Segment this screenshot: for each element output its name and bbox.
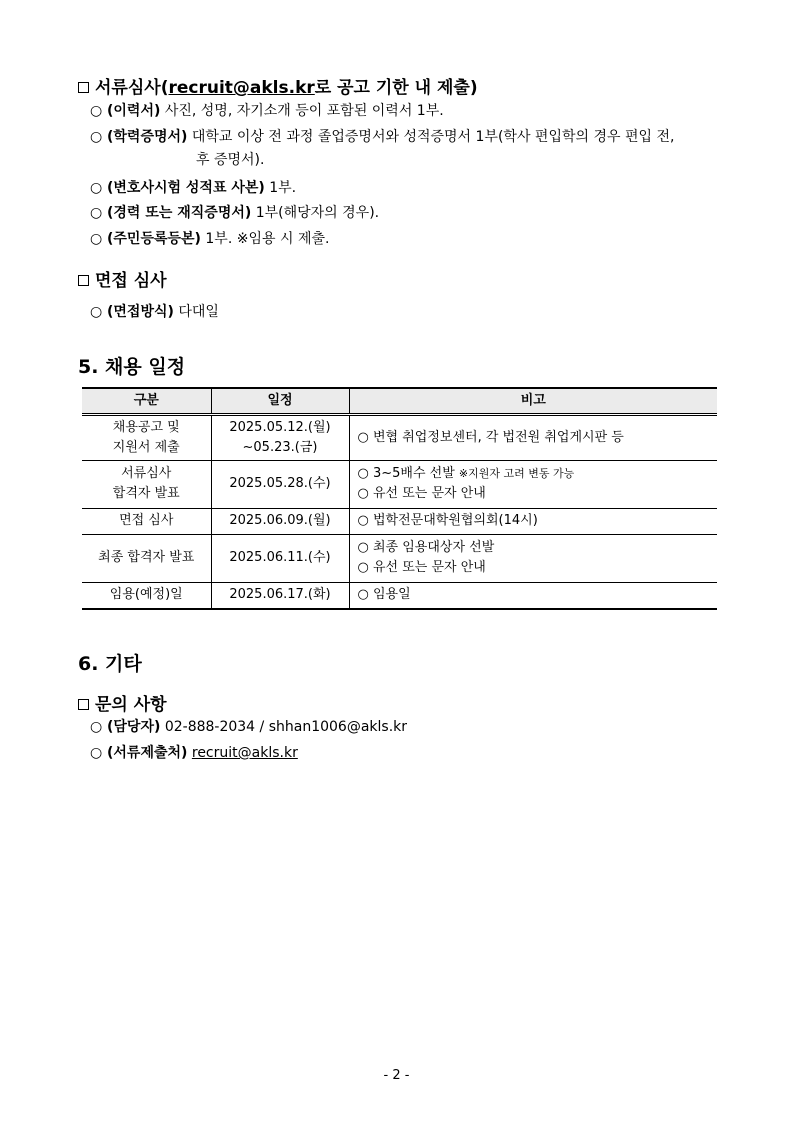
note-line: ○ 임용일 bbox=[357, 587, 411, 603]
table-cell-date bbox=[211, 582, 349, 609]
interview-heading-text: 면접 심사 bbox=[95, 271, 167, 291]
inquiry-heading-text: 문의 사항 bbox=[95, 695, 167, 715]
doc-submit-heading bbox=[78, 73, 478, 98]
table-cell-date bbox=[211, 534, 349, 582]
interview-item-text: 다대일 bbox=[173, 304, 219, 320]
table-cell-date bbox=[211, 460, 349, 508]
doc-item-label: (경력 또는 재직증명서) bbox=[107, 205, 252, 221]
note-line bbox=[358, 464, 718, 484]
interview-heading bbox=[78, 266, 167, 291]
interview-item-method bbox=[90, 302, 219, 322]
note-small-text: ※지원자 고려 변동 가능 bbox=[458, 467, 575, 480]
circle-bullet-icon: ○ bbox=[90, 129, 103, 145]
table-cell-note bbox=[349, 508, 717, 534]
date-line: 2025.06.17.(화) bbox=[229, 587, 331, 603]
schedule-heading: 5. 채용 일정 bbox=[78, 356, 186, 378]
table-cell-note bbox=[349, 414, 717, 460]
doc-item-label: (이력서) bbox=[107, 103, 161, 119]
date-line: 2025.05.28.(수) bbox=[229, 476, 331, 491]
doc-item-resume bbox=[90, 101, 444, 121]
date-line: 2025.06.09.(월) bbox=[229, 513, 331, 528]
note-line: ○ 법학전문대학원협의회(14시) bbox=[357, 513, 538, 528]
doc-item-text: 1부(해당자의 경우). bbox=[251, 205, 380, 221]
schedule-table bbox=[82, 387, 717, 610]
table-cell-date bbox=[211, 414, 349, 460]
interview-item-label: (면접방식) bbox=[107, 304, 174, 320]
table-cell-note bbox=[349, 460, 717, 508]
doc-item-text: 1부. ※임용 시 제출. bbox=[200, 231, 330, 247]
table-row bbox=[82, 508, 717, 534]
page-number: - 2 - bbox=[383, 1068, 410, 1083]
doc-item-text: 사진, 성명, 자기소개 등이 포함된 이력서 1부. bbox=[160, 103, 444, 119]
doc-item-bar-exam bbox=[90, 178, 296, 198]
doc-item-label: (학력증명서) bbox=[107, 129, 188, 145]
checkbox-square-icon bbox=[78, 275, 89, 286]
doc-item-label: (변호사시험 성적표 사본) bbox=[107, 180, 265, 196]
submit-email-link[interactable]: recruit@akls.kr bbox=[191, 745, 298, 761]
note-line: ○ 유선 또는 문자 안내 bbox=[357, 486, 486, 501]
column-header: 비고 bbox=[349, 388, 717, 414]
table-cell-category bbox=[82, 582, 211, 609]
table-cell-note bbox=[349, 582, 717, 609]
category-line: 최종 합격자 발표 bbox=[98, 550, 195, 565]
doc-item-resident bbox=[90, 229, 329, 249]
doc-submit-heading-prefix: 서류심사( bbox=[95, 78, 169, 98]
checkbox-square-icon bbox=[78, 82, 89, 93]
category-line: 채용공고 및 bbox=[112, 419, 180, 435]
table-row bbox=[82, 414, 717, 460]
date-line: 2025.06.11.(수) bbox=[229, 550, 331, 565]
table-cell-category bbox=[82, 414, 211, 460]
category-line: 서류심사 bbox=[121, 466, 172, 481]
circle-bullet-icon: ○ bbox=[90, 180, 103, 196]
circle-bullet-icon: ○ bbox=[90, 745, 103, 761]
doc-item-text: 1부. bbox=[264, 180, 297, 196]
date-line: ~05.23.(금) bbox=[242, 439, 318, 455]
circle-bullet-icon: ○ bbox=[90, 304, 103, 320]
inquiry-heading bbox=[78, 690, 167, 715]
doc-item-text-continued: 후 증명서). bbox=[196, 152, 265, 168]
checkbox-square-icon bbox=[78, 699, 89, 710]
etc-heading: 6. 기타 bbox=[78, 653, 142, 675]
table-row bbox=[82, 534, 717, 582]
submit-label: (서류제출처) bbox=[107, 745, 188, 761]
column-header: 구분 bbox=[82, 388, 211, 414]
table-row bbox=[82, 582, 717, 609]
note-line: ○ 최종 임용대상자 선발 bbox=[357, 540, 495, 555]
circle-bullet-icon: ○ bbox=[90, 231, 103, 247]
table-cell-note bbox=[349, 534, 717, 582]
date-line: 2025.05.12.(월) bbox=[229, 419, 331, 435]
contact-label: (담당자) bbox=[107, 719, 161, 735]
category-line: 합격자 발표 bbox=[112, 486, 180, 501]
category-line: 면접 심사 bbox=[119, 513, 174, 528]
table-cell-date bbox=[211, 508, 349, 534]
note-text: ○ 3~5배수 선발 bbox=[357, 466, 459, 481]
note-line: ○ 변협 취업정보센터, 각 법전원 취업게시판 등 bbox=[357, 429, 624, 445]
doc-submit-heading-suffix: 로 공고 기한 내 제출) bbox=[314, 78, 478, 98]
circle-bullet-icon: ○ bbox=[90, 103, 103, 119]
doc-item-text: 대학교 이상 전 과정 졸업증명서와 성적증명서 1부(학사 편입학의 경우 편입 전, bbox=[187, 129, 675, 145]
doc-item-career bbox=[90, 203, 379, 223]
table-header-row bbox=[82, 388, 717, 414]
table-cell-category bbox=[82, 460, 211, 508]
category-line: 지원서 제출 bbox=[112, 439, 180, 455]
doc-item-diploma bbox=[90, 127, 675, 168]
note-line: ○ 유선 또는 문자 안내 bbox=[357, 560, 486, 575]
contact-item bbox=[90, 717, 407, 737]
table-cell-category bbox=[82, 534, 211, 582]
submit-item bbox=[90, 743, 298, 763]
table-row bbox=[82, 460, 717, 508]
table-cell-category bbox=[82, 508, 211, 534]
doc-item-label: (주민등록등본) bbox=[107, 231, 201, 247]
contact-text: 02-888-2034 / shhan1006@akls.kr bbox=[160, 719, 408, 735]
category-line: 임용(예정)일 bbox=[109, 587, 183, 603]
circle-bullet-icon: ○ bbox=[90, 719, 103, 735]
column-header: 일정 bbox=[211, 388, 349, 414]
circle-bullet-icon: ○ bbox=[90, 205, 103, 221]
doc-submit-heading-email[interactable]: recruit@akls.kr bbox=[168, 78, 315, 98]
